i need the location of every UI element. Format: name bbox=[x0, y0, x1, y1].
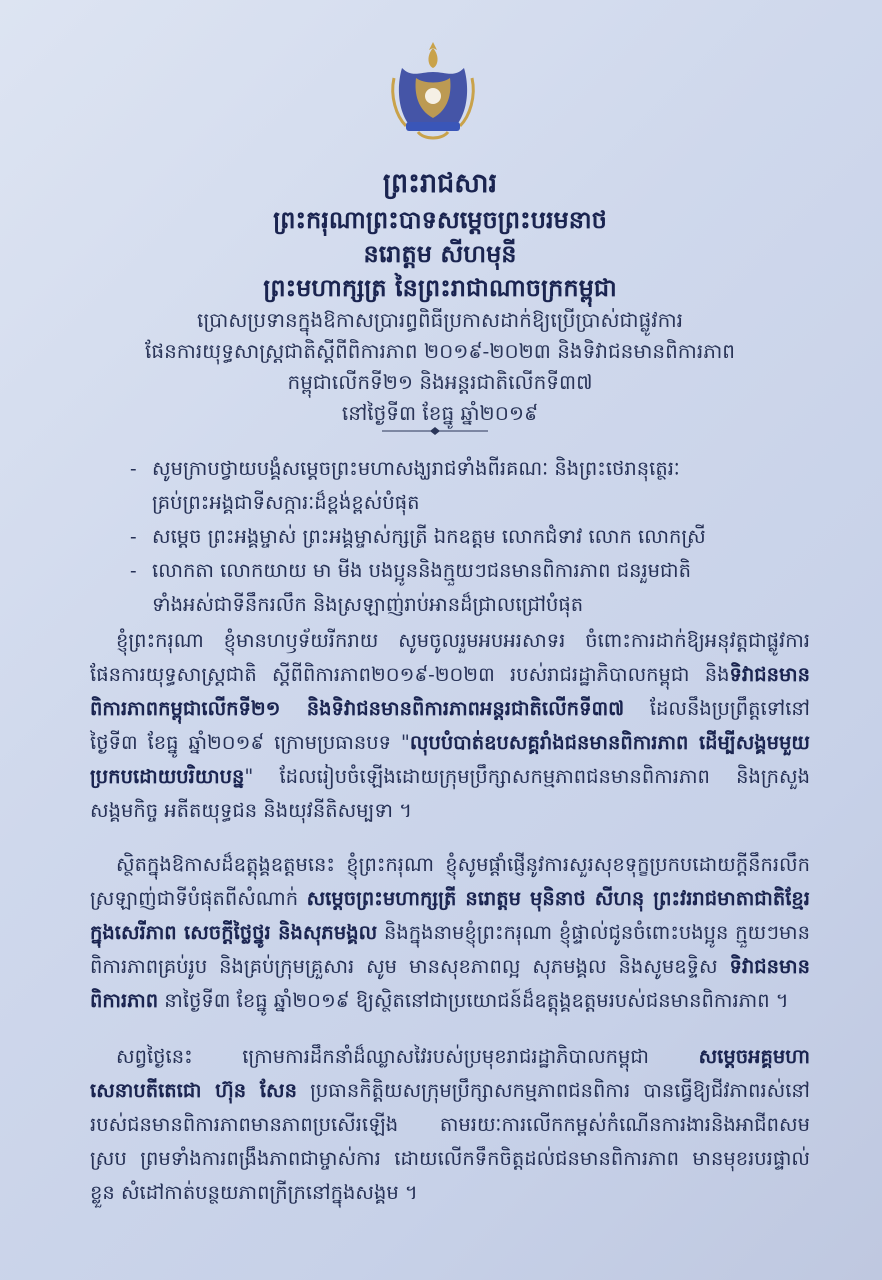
document-title: ព្រះរាជសារ bbox=[382, 168, 498, 199]
greeting-line: គ្រប់ព្រះអង្គជាទីសក្ការៈដ៏ខ្ពង់ខ្ពស់បំផុត bbox=[152, 491, 420, 514]
document-date: នៅថ្ងៃទី៣ ខែធ្នូ ឆ្នាំ២០១៩ bbox=[341, 401, 539, 425]
paragraph-text: ប្រធានកិត្តិយសក្រុមប្រឹក្សាសកម្មភាពជនពិការ បានធ្វើឱ្យជីវភាពរស់នៅរបស់ជនមានពិការភាពមានភាពប្រសើរឡើង តាមរយៈការលើកកម្ពស់កំណើនការងារនិងអាជីពសមស្រប ព្រមទាំងការពង្រឹងភាពជាម្ចាស់ការ ដោយលើកទឹកចិត្តដល់ជនមានពិការភាព មានមុខរបរផ្ទាល់ខ្លួន សំដៅកាត់បន្ថយភាពក្រីក្រនៅក្នុងសង្គម ។ bbox=[90, 1079, 811, 1204]
paragraph-3 bbox=[90, 1040, 810, 1210]
greetings-list: - សូមក្រាបថ្វាយបង្គំសម្តេចព្រះមហាសង្ឃរាជទាំងពីរគណៈ និងព្រះថេរានុត្ថេរៈ គ្រប់ព្រះអង្គជាទីសក្ការៈដ៏ខ្ពង់ខ្ពស់បំផុត - សម្តេច ព្រះអង្គម្ចាស់ ព្រះអង្គម្ចាស់ក្សត្រី ឯកឧត្តម លោកជំទាវ លោក លោកស្រី - លោកតា លោកយាយ មា មីង បងប្អូននិងក្មួយៗជនមានពិការភាព ជនរួមជាតិ ទាំងអស់ជាទីនឹករលឹក និងស្រឡាញ់រាប់អានដ៏ជ្រាលជ្រៅបំផុត bbox=[130, 452, 820, 622]
paragraph-1 bbox=[90, 624, 810, 828]
document-heading bbox=[90, 165, 790, 429]
greeting-line: សម្តេច ព្រះអង្គម្ចាស់ ព្រះអង្គម្ចាស់ក្សត្រី ឯកឧត្តម លោកជំទាវ លោក លោកស្រី bbox=[152, 525, 706, 548]
royal-crest-icon bbox=[388, 38, 478, 142]
greeting-line: ទាំងអស់ជាទីនឹករលឹក និងស្រឡាញ់រាប់អានដ៏ជ្រាលជ្រៅបំផុត bbox=[152, 593, 584, 616]
paragraph-text: " ដែលរៀបចំឡើងដោយក្រុមប្រឹក្សាសកម្មភាពជនមានពិការភាព និងក្រសួងសង្គមកិច្ច អតីតយុទ្ធជន និងយុវនីតិសម្បទា ។ bbox=[90, 765, 810, 822]
ornament-divider bbox=[380, 426, 490, 436]
heading-line: នរោត្តម សីហមុនី bbox=[363, 239, 517, 268]
paragraph-text: ខ្ញុំព្រះករុណា ខ្ញុំមានហឫទ័យរីករាយ សូមចូលរួមអបអរសាទរ ចំពោះការដាក់ឱ្យអនុវត្តជាផ្លូវការផែនការយុទ្ធសាស្ត្រជាតិ ស្តីពីពិការភាព២០១៩-២០២៣ របស់រាជរដ្ឋាភិបាលកម្ពុជា និង bbox=[90, 629, 810, 686]
paragraph-bold: ទិវាជនមានពិការភាពកម្ពុជាលើកទី២១ និងទិវាជនមានពិការភាពអន្តរជាតិលើកទី៣៧ bbox=[90, 663, 810, 720]
paragraph-text: នាថ្ងៃទី៣ ខែធ្នូ ឆ្នាំ២០១៩ ឱ្យស្ថិតនៅជាប្រយោជន៍ដ៏ឧត្តុង្គឧត្តមរបស់ជនមានពិការភាព ។ bbox=[158, 989, 789, 1012]
paragraph-text: ដែលនឹងប្រព្រឹត្តទៅនៅថ្ងៃទី៣ ខែធ្នូ ឆ្នាំ២០១៩ ក្រោមប្រធានបទ " bbox=[90, 697, 810, 754]
paragraph-text: និងក្នុងនាមខ្ញុំព្រះករុណា ខ្ញុំផ្ទាល់ជូនចំពោះបងប្អូន ក្មួយៗមានពិការភាពគ្រប់រូប និងគ្រប់ក្រុមគ្រួសារ សូម មានសុខភាពល្អ សុភមង្គល និងសូមឧទ្ទិស bbox=[90, 921, 810, 978]
paragraph-bold: លុបបំបាត់ឧបសគ្គរាំងជនមានពិការភាព ដើម្បីសង្គមមួយប្រកបដោយបរិយាបន្ន bbox=[90, 731, 810, 788]
paragraph-bold: សម្តេចព្រះមហាក្សត្រី នរោត្តម មុនិនាថ សីហនុ ព្រះវររាជមាតាជាតិខ្មែរ ក្នុងសេរីភាព សេចក្តីថ្លៃថ្នូរ និងសុភមង្គល bbox=[90, 887, 810, 944]
paragraph-2 bbox=[90, 848, 810, 1018]
heading-line: កម្ពុជាលើកទី២១ និងអន្តរជាតិលើកទី៣៧ bbox=[287, 370, 593, 394]
paragraph-bold: សម្តេចអគ្គមហាសេនាបតីតេជោ ហ៊ុន សែន bbox=[90, 1045, 810, 1102]
paragraph-bold: ទិវាជនមានពិការភាព bbox=[90, 955, 810, 1012]
heading-line: ផែនការយុទ្ធសាស្ត្រជាតិស្តីពីពិការភាព ២០១៩-២០២៣ និងទិវាជនមានពិការភាព bbox=[145, 339, 735, 363]
heading-line: ព្រះមហាក្សត្រ នៃព្រះរាជាណាចក្រកម្ពុជា bbox=[263, 273, 617, 302]
heading-line: ប្រោសប្រទានក្នុងឱកាសប្រារព្ធពិធីប្រកាសដាក់ឱ្យប្រើប្រាស់ជាផ្លូវការ bbox=[196, 308, 684, 332]
greeting-line: សូមក្រាបថ្វាយបង្គំសម្តេចព្រះមហាសង្ឃរាជទាំងពីរគណៈ និងព្រះថេរានុត្ថេរៈ bbox=[152, 457, 680, 480]
paragraph-text: ស្ថិតក្នុងឱកាសដ៏ឧត្តុង្គឧត្តមនេះ ខ្ញុំព្រះករុណា ខ្ញុំសូមផ្តាំផ្ញើនូវការសួរសុខទុក្ខប្រកបដោយក្តីនឹករលឹកស្រឡាញ់ជាទីបំផុតពីសំណាក់ bbox=[90, 853, 810, 910]
heading-line: ព្រះករុណាព្រះបាទសម្តេចព្រះបរមនាថ bbox=[273, 205, 607, 234]
paragraph-text: សព្វថ្ងៃនេះ ក្រោមការដឹកនាំដ៏ឈ្លាសវៃរបស់ប្រមុខរាជរដ្ឋាភិបាលកម្ពុជា bbox=[116, 1045, 699, 1068]
greeting-line: លោកតា លោកយាយ មា មីង បងប្អូននិងក្មួយៗជនមានពិការភាព ជនរួមជាតិ bbox=[152, 559, 691, 582]
